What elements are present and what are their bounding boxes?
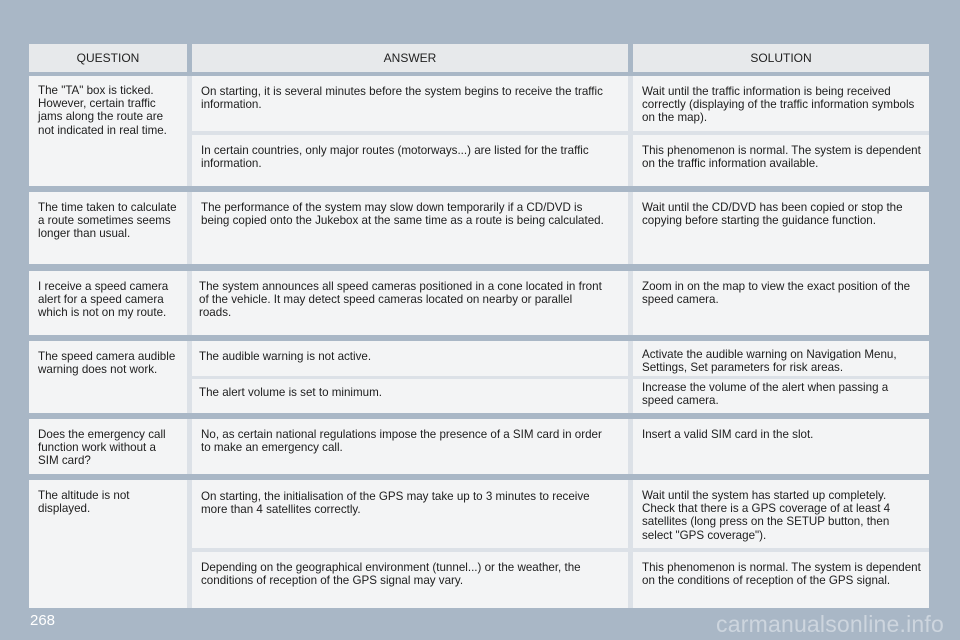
table-row	[29, 419, 929, 474]
solution-cell: Zoom in on the map to view the exact position of the speed camera.	[633, 271, 929, 335]
answer-cell: The system announces all speed cameras positioned in a cone located in front of the vehicle. It may detect speed cameras located on nearby or parallel roads.	[192, 271, 628, 335]
solution-cell: Wait until the traffic information is being received correctly (displaying of the traffic information symbols on the map).	[633, 76, 929, 131]
table-row	[29, 480, 929, 608]
table-row	[29, 192, 929, 264]
page-number: 268	[30, 612, 56, 629]
header-question: QUESTION	[29, 44, 187, 72]
question-cell: The time taken to calculate a route sometimes seems longer than usual.	[29, 192, 187, 264]
answer-cell: No, as certain national regulations impose the presence of a SIM card in order to make an emergency call.	[192, 419, 628, 474]
solution-cell: Wait until the CD/DVD has been copied or stop the copying before starting the guidance function.	[633, 192, 929, 264]
question-cell: Does the emergency call function work without a SIM card?	[29, 419, 187, 474]
question-cell: The speed camera audible warning does not work.	[29, 341, 187, 413]
solution-cell: Wait until the system has started up completely. Check that there is a GPS coverage of at least 4 satellites (long press on the SETUP button, then select "GPS coverage").	[633, 480, 929, 548]
troubleshooting-table	[29, 44, 929, 588]
answer-cell: Depending on the geographical environment (tunnel...) or the weather, the conditions of reception of the GPS signal may vary.	[192, 552, 628, 608]
answer-cell: On starting, the initialisation of the GPS may take up to 3 minutes to receive more than 4 satellites correctly.	[192, 480, 628, 548]
answer-cell: The performance of the system may slow down temporarily if a CD/DVD is being copied onto the Jukebox at the same time as a route is being calculated.	[192, 192, 628, 264]
table-header	[29, 44, 929, 72]
solution-cell: Insert a valid SIM card in the slot.	[633, 419, 929, 474]
answer-cell: The audible warning is not active.	[192, 341, 628, 376]
answer-cell: On starting, it is several minutes before the system begins to receive the traffic information.	[192, 76, 628, 131]
question-cell: The altitude is not displayed.	[29, 480, 187, 608]
table-row	[29, 271, 929, 335]
table-row	[29, 341, 929, 413]
header-answer: ANSWER	[192, 44, 628, 72]
solution-cell: Increase the volume of the alert when passing a speed camera.	[633, 379, 929, 413]
header-solution: SOLUTION	[633, 44, 929, 72]
watermark: carmanualsonline.info	[716, 611, 944, 637]
solution-cell: Activate the audible warning on Navigation Menu, Settings, Set parameters for risk areas.	[633, 341, 929, 376]
solution-cell: This phenomenon is normal. The system is dependent on the conditions of reception of the GPS signal.	[633, 552, 929, 608]
answer-cell: The alert volume is set to minimum.	[192, 379, 628, 413]
solution-cell: This phenomenon is normal. The system is dependent on the traffic information available.	[633, 135, 929, 186]
question-cell: I receive a speed camera alert for a speed camera which is not on my route.	[29, 271, 187, 335]
question-cell: The "TA" box is ticked. However, certain traffic jams along the route are not indicated in real time.	[29, 76, 187, 186]
answer-cell: In certain countries, only major routes (motorways...) are listed for the traffic information.	[192, 135, 628, 186]
table-row	[29, 76, 929, 186]
